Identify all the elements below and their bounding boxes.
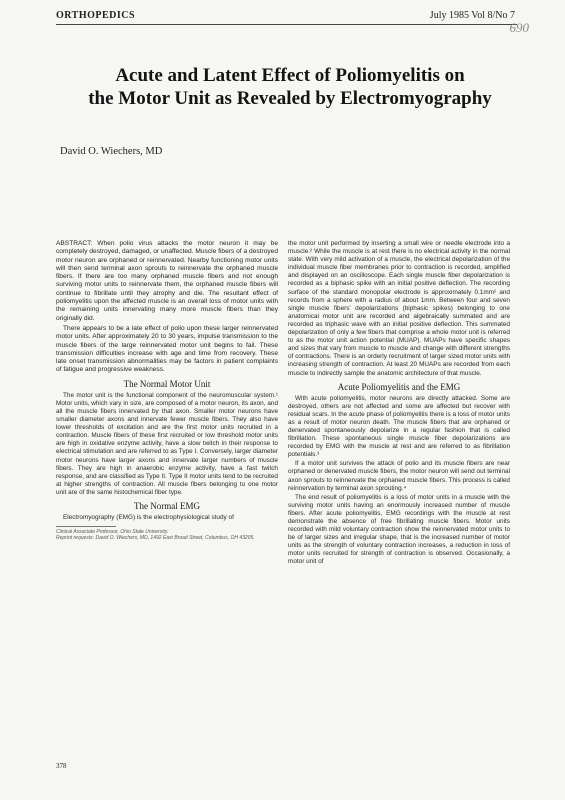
- page-number: 378: [56, 762, 67, 770]
- section-heading-normal-motor-unit: The Normal Motor Unit: [123, 378, 211, 389]
- journal-name: ORTHOPEDICS: [56, 10, 136, 21]
- left-column: [56, 240, 278, 541]
- article-title-line-2: the Motor Unit as Revealed by Electromyography: [88, 88, 492, 109]
- body-paragraph: With acute poliomyelitis, motor neurons are directly attacked. Some are destroyed, others are not affected and some are affected but recover with residual scars. In the acute phase of poliomyelitis there is a loss of motor units as a result of motor neuron death. The muscle fibers that are orphaned or denervated spontaneously depolarize in a regular fashion that is called fibrillation. These spontaneous single muscle fiber depolarizations are recorded by EMG with the muscle at rest and are referred to as fibrillation potentials.³: [288, 394, 510, 459]
- article-title-line-1: Acute and Latent Effect of Poliomyelitis on: [115, 65, 465, 86]
- handwritten-page-number: 690: [509, 20, 529, 35]
- body-paragraph: The motor unit is the functional component of the neuromuscular system.¹ Motor units, which vary in size, are composed of a motor neuron, its axon, and all the muscle fibers innervated by that axon. Smaller motor neurons have smaller diameter axons and innervate fewer muscle fibers. They also have lower thresholds of excitation and are the first motor units recruited in a contraction. Muscle fibers of these first recruited or low threshold motor units are high in oxidative enzyme activity, have a slow twitch in their response to electrical stimulation and are referred to as Type I. Conversely, larger diameter motor neurons have larger axons and innervate larger numbers of muscle fibers. They are high in anaerobic enzyme activity, have a fast twitch response, and are classified as Type II. Type II motor units tend to be recruited at higher strengths of contraction. All muscle fibers belonging to one motor unit are of the same histochemical fiber type.: [56, 391, 278, 496]
- section-heading-acute-polio: Acute Poliomyelitis and the EMG: [337, 381, 461, 392]
- article-author: David O. Wiechers, MD: [60, 146, 163, 157]
- footnote-reprint: Reprint requests: David O. Wiechers, MD, 1492 East Broad Street, Columbus, OH 43205.: [56, 535, 255, 542]
- body-paragraph: If a motor unit survives the attack of polio and its muscle fibers are near orphaned or denervated muscle fibers, the motor neuron will send out terminal axon sprouts to reinnervate the orphaned muscle fibers. This process is called reinnervation by terminal axon sprouting.⁴: [288, 460, 510, 492]
- abstract-paragraph-1: ABSTRACT: When polio virus attacks the motor neuron it may be completely destroyed, damaged, or unaffected. Muscle fibers of a destroyed motor neuron are orphaned or reinnervated. Nearby functioning motor units will then send terminal axon sprouts to reinnervate the orphaned muscle fibers. If there are too many orphaned muscle fibers and not enough surviving motor units to reinnervate them, the orphaned muscle fibers will continue to fibrillate until they atrophy and die. The resultant effect of poliomyelitis upon the affected muscle is an overall loss of motor units with the remaining units innervating many more muscle fibers than they originally did.: [56, 240, 278, 322]
- header-rule: [56, 24, 517, 25]
- footnote-rule: [56, 526, 116, 527]
- article-title: [60, 64, 520, 110]
- body-paragraph: Electromyography (EMG) is the electrophysiological study of: [63, 513, 234, 521]
- abstract-paragraph-2: There appears to be a late effect of polio upon these larger reinnervated motor units. After approximately 20 to 30 years, impulse transmission to the muscle fibers of the large reinnervated motor unit begins to fail. These transmission difficulties increase with age and time from recovery. These late onset transmission abnormalities may be factors in patient complaints of fatigue and progressive weakness.: [56, 324, 278, 374]
- body-paragraph: The end result of poliomyelitis is a loss of motor units in a muscle with the surviving motor units having an enormously increased number of muscle fibers. After acute poliomyelitis, EMG recordings with the muscle at rest demonstrate the absence of free fibrillating muscle fibers. Motor units recorded with mild voluntary contraction show the reinnervated motor units to be of larger sizes and irregular shape, that is the increased number of motor units as the strength of voluntary contraction increases, a reduction in loss of motor units recruited for strength of contraction is observed. Occasionally, a motor unit of: [288, 493, 510, 566]
- abstract: [56, 240, 278, 375]
- body-paragraph: the motor unit performed by inserting a small wire or needle electrode into a muscle.² While the muscle is at rest there is no electrical activity in the normal state. With very mild activation of a muscle, the electrical depolarization of the individual muscle fiber membranes prior to contraction is recorded, amplified and displayed on an oscilloscope. Each single muscle fiber depolarization is recorded as a biphasic spike with an initial positive deflection. The recording surface of the standard monopolar electrode is approximately 0.1mm² and records from a sphere with a radius of about 1mm. Between four and seven single muscle fibers' depolarizations (biphasic spikes) belonging to one anatomical motor unit are recorded and algebraically summated and are recorded as triphasic wave with an initial positive deflection. This summated depolarization of only a few fibers that comprise a whole motor unit is referred to as the motor unit action potential (MUAP). MUAPs have specific shapes and sizes that vary from muscle to muscle and change with different strengths of contractions. There is an orderly recruitment of larger sized motor units with increasing strength of contraction. At least 20 MUAPs are recorded from each muscle to indirectly sample the anatomic architecture of that muscle.: [288, 240, 510, 377]
- section-heading-normal-emg: The Normal EMG: [134, 500, 200, 511]
- issue-info: July 1985 Vol 8/No 7: [429, 10, 515, 21]
- footnote-affiliation: Clinical Associate Professor, Ohio State University.: [56, 529, 169, 536]
- right-column: [288, 240, 510, 568]
